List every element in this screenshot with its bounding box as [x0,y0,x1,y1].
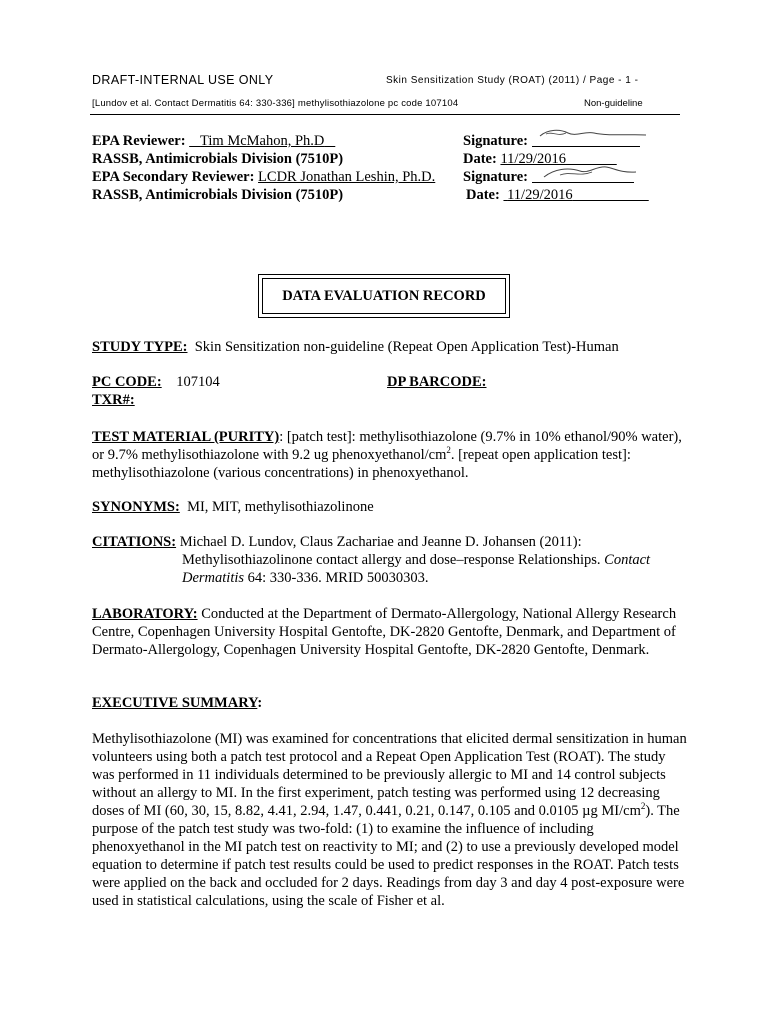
primary-reviewer-label: EPA Reviewer: [92,133,186,149]
signature-label-1: Signature: [463,133,528,149]
signature-scribble-1 [538,127,648,141]
record-title-box [258,274,510,318]
dp-barcode [387,373,587,391]
laboratory-value: Conducted at the Department of Dermato-Allergology, National Allergy Research Centre, Copenhagen University Hospital Gentofte, DK-2820 Gentofte, Denmark, and Department of Dermato-Allergology, Copenhagen University Hospital Gentofte, DK-2820 Gentofte, Denmark. [92,606,677,658]
synonyms-value: MI, MIT, methylisothiazolinone [187,499,374,515]
header-rule [90,114,680,115]
date-label-2: Date: [466,187,500,203]
signature-label-2: Signature: [463,169,528,185]
date-value-1: 11/29/2016 [500,151,566,167]
pc-code-label: PC CODE: [92,374,162,390]
citations-title: Methylisothiazolinone contact allergy and dose–response Relationships. [182,552,601,568]
date-line-2 [466,186,649,204]
study-page-header: Skin Sensitization Study (ROAT) (2011) / Page - 1 - [386,75,639,86]
citations-journal: Contact Dermatitis [182,552,651,586]
test-material-sup: 2 [446,445,451,456]
laboratory [92,605,688,659]
citation-header: [Lundov et al. Contact Dermatitis 64: 330-336] methylisothiazolone pc code 107104 [92,98,459,109]
test-material-text-1: : [patch test]: methylisothiazolone (9.7% in 10% ethanol/90% water), or 9.7% methylisothiazolone with 9.2 ug phenoxyethanol/cm [92,429,682,463]
secondary-reviewer-line [92,168,435,186]
dp-barcode-label: DP BARCODE: [387,374,487,390]
study-type-value: Skin Sensitization non-guideline (Repeat Open Application Test)-Human [194,339,619,355]
txr-label: TXR#: [92,392,135,408]
synonyms-label: SYNONYMS: [92,499,180,515]
executive-summary-body [92,730,688,910]
primary-reviewer-line [92,132,335,150]
citations-label: CITATIONS: [92,534,177,550]
record-title: DATA EVALUATION RECORD [262,278,506,314]
guideline-header: Non-guideline [584,98,643,109]
test-material-text-2: . [repeat open application test]: methylisothiazolone (various concentrations) in phenoxyethanol. [92,447,631,481]
secondary-reviewer-name: LCDR Jonathan Leshin, Ph.D. [258,169,436,185]
synonyms [92,498,688,516]
executive-summary-text-1: Methylisothiazolone (MI) was examined for concentrations that elicited dermal sensitization in human volunteers using both a patch test protocol and a Repeat Open Application Test (ROAT). The study was performed in 11 individuals determined to be previously allergic to MI and 14 control subjects without an allergy to MI. In the first experiment, patch testing was performed using 12 decreasing doses of MI (60, 30, 15, 8.82, 4.41, 2.94, 1.47, 0.441, 0.21, 0.147, 0.105 and 0.0105 µg MI/cm [92,731,687,819]
signature-scribble-2 [540,163,640,181]
date-label-1: Date: [463,151,497,167]
executive-summary-text-2: ). The purpose of the patch test study was two-fold: (1) to examine the influence of including phenoxyethanol in the MI patch test on reactivity to MI; and (2) to use a previously developed model equation to determine if patch test results could be used to predict responses in the ROAT. Patch tests were applied on the back and occluded for 2 days. Readings from day 3 and day 4 post-exposure were used in statistical calculations, using the scale of Fisher et al. [92,803,685,909]
executive-summary-sup: 2 [640,801,646,812]
citations-authors: Michael D. Lundov, Claus Zachariae and Jeanne D. Johansen (2011): [179,534,582,550]
test-material [92,428,688,482]
secondary-reviewer-division: RASSB, Antimicrobials Division (7510P) [92,187,344,203]
date-value-2: 11/29/2016 [507,187,573,203]
citations [92,533,688,587]
study-type [92,338,688,356]
citations-details: 64: 330-336. MRID 50030303. [247,570,429,586]
executive-summary-heading: EXECUTIVE SUMMARY: [92,695,263,711]
secondary-reviewer-label: EPA Secondary Reviewer: [92,169,255,185]
pc-code-value: 107104 [176,374,220,390]
draft-label: DRAFT-INTERNAL USE ONLY [92,73,274,87]
laboratory-label: LABORATORY: [92,606,198,622]
study-type-label: STUDY TYPE: [92,339,188,355]
test-material-label: TEST MATERIAL (PURITY) [92,429,280,445]
primary-reviewer-name: Tim McMahon, Ph.D [200,133,325,149]
primary-reviewer-division: RASSB, Antimicrobials Division (7510P) [92,151,344,167]
executive-summary-label: EXECUTIVE SUMMARY [92,695,258,711]
txr [92,391,688,409]
